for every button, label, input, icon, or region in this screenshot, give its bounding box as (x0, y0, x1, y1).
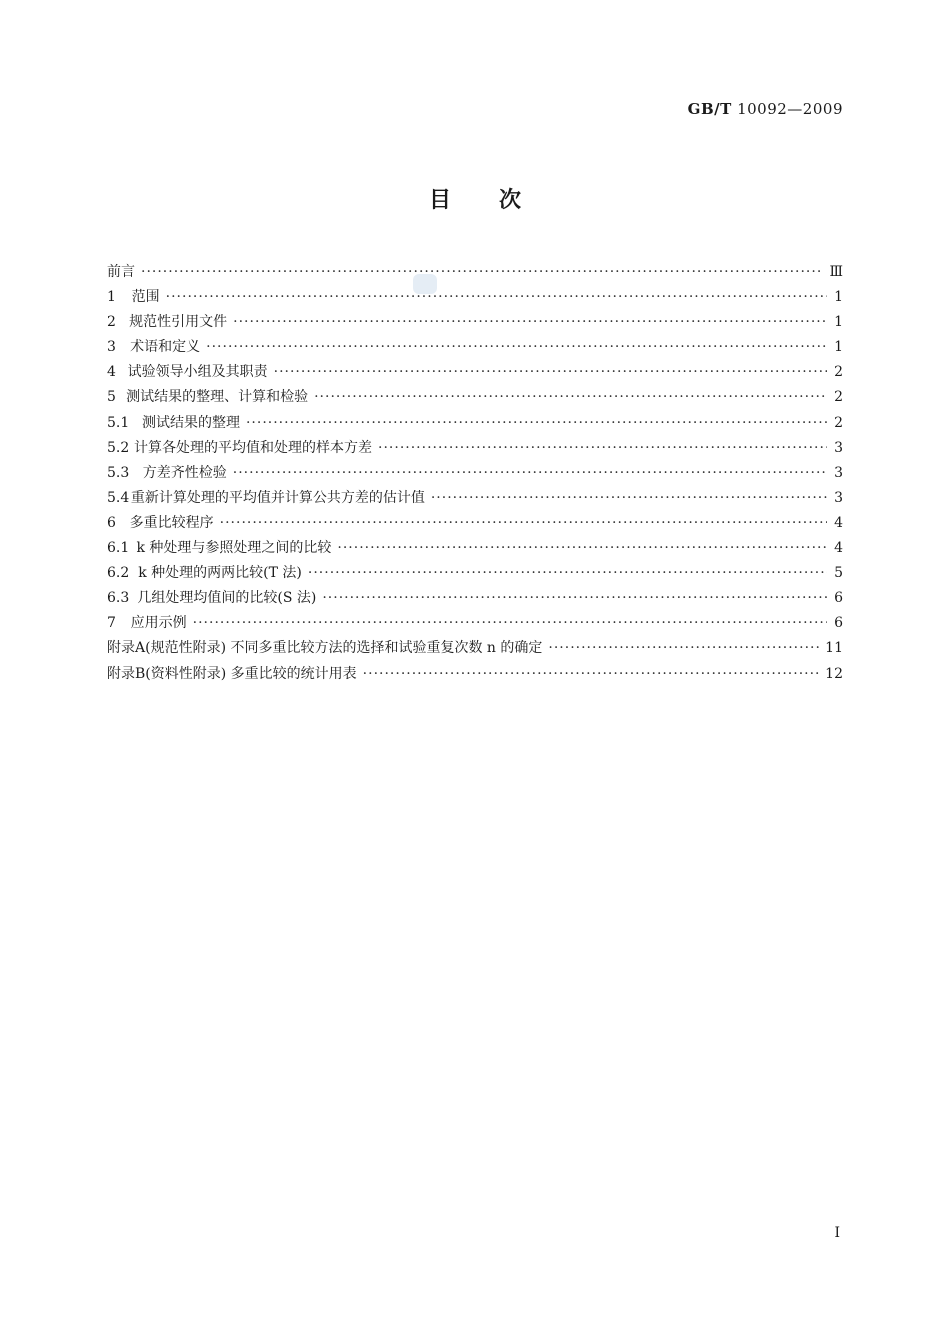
toc-leader-dots (233, 310, 827, 335)
toc-leader-dots (431, 486, 827, 511)
toc-entry-number: 5.1 (107, 414, 130, 431)
toc-entry-page: 11 (825, 640, 843, 657)
standard-code-prefix: GB/T (687, 100, 732, 118)
toc-entry-number: 5.4 (107, 489, 130, 506)
toc-entry-number: 4 (107, 364, 116, 381)
page-number: Ⅰ (834, 1225, 840, 1241)
toc-entry[interactable] (107, 436, 843, 461)
toc-leader-dots (308, 561, 827, 586)
standard-code-number: 10092—2009 (737, 100, 843, 118)
toc-entry[interactable] (107, 461, 843, 486)
toc-entry-title: 方差齐性检验 (142, 464, 227, 481)
toc-entry-title: 多重比较程序 (129, 514, 214, 531)
toc-leader-dots (233, 461, 827, 486)
toc-leader-dots (206, 335, 827, 360)
toc-leader-dots (322, 586, 827, 611)
toc-entry-title: 测试结果的整理、计算和检验 (126, 389, 309, 406)
toc-leader-dots (363, 662, 820, 687)
toc-leader-dots (337, 536, 827, 561)
toc-leader-dots (548, 636, 819, 661)
toc-entry[interactable] (107, 636, 843, 661)
toc-entry-title: 测试结果的整理 (141, 414, 240, 431)
toc-entry-page: 5 (834, 565, 843, 582)
toc-entry-title: 几组处理均值间的比较(S 法) (137, 590, 317, 607)
toc-entry-page: 3 (834, 489, 843, 506)
toc-entry-number: 6.1 (107, 540, 130, 557)
toc-entry-title: 试验领导小组及其职责 (127, 364, 268, 381)
toc-entry-title: k 种处理的两两比较(T 法) (138, 565, 302, 582)
toc-entry[interactable] (107, 511, 843, 536)
toc-entry-title: 前言 (107, 264, 135, 280)
toc-entry-title: 规范性引用文件 (129, 314, 228, 331)
toc-leader-dots (378, 436, 827, 461)
toc-entry-number: 7 (107, 615, 116, 632)
toc-entry[interactable] (107, 335, 843, 360)
table-of-contents (107, 260, 843, 687)
toc-entry[interactable] (107, 486, 843, 511)
toc-entry-page: Ⅲ (829, 264, 843, 280)
toc-entry-title: 范围 (131, 289, 160, 306)
toc-entry-number: 5 (107, 389, 116, 406)
toc-entry[interactable] (107, 662, 843, 687)
toc-entry-page: 2 (834, 389, 843, 406)
toc-entry[interactable] (107, 561, 843, 586)
toc-leader-dots (166, 285, 827, 310)
toc-entry-title: 重新计算处理的平均值并计算公共方差的估计值 (130, 489, 425, 506)
toc-entry[interactable] (107, 285, 843, 310)
toc-entry-number: 5.3 (107, 464, 130, 481)
toc-entry-page: 4 (834, 540, 843, 557)
toc-entry-title: 附录A(规范性附录) 不同多重比较方法的选择和试验重复次数 n 的确定 (107, 640, 543, 657)
toc-entry[interactable] (107, 586, 843, 611)
toc-leader-dots (314, 385, 827, 410)
toc-entry-number: 2 (107, 314, 116, 331)
toc-entry-page: 3 (834, 464, 843, 481)
toc-entry[interactable] (107, 611, 843, 636)
toc-entry-number: 6.3 (107, 590, 130, 607)
toc-entry-page: 2 (834, 414, 843, 431)
toc-entry-title: k 种处理与参照处理之间的比较 (136, 540, 332, 557)
toc-entry-page: 1 (834, 289, 843, 306)
toc-entry[interactable] (107, 536, 843, 561)
toc-entry-number: 1 (107, 289, 116, 306)
toc-leader-dots (141, 260, 823, 285)
toc-entry-page: 4 (834, 514, 843, 531)
toc-entry-title: 附录B(资料性附录) 多重比较的统计用表 (107, 665, 357, 682)
toc-entry[interactable] (107, 260, 843, 285)
toc-leader-dots (246, 411, 827, 436)
toc-entry-page: 12 (825, 665, 843, 682)
toc-entry-title: 应用示例 (130, 615, 187, 632)
standard-code (688, 100, 843, 118)
page-title: 目次 (428, 188, 569, 213)
toc-entry-page: 1 (834, 339, 843, 356)
toc-entry-page: 6 (834, 590, 843, 607)
toc-entry-number: 3 (107, 339, 116, 356)
toc-entry-page: 1 (834, 314, 843, 331)
toc-entry-page: 3 (834, 439, 843, 456)
toc-entry-number: 6.2 (107, 565, 130, 582)
toc-entry-page: 2 (834, 364, 843, 381)
toc-entry[interactable] (107, 411, 843, 436)
toc-leader-dots (193, 611, 827, 636)
toc-entry-number: 5.2 (107, 439, 130, 456)
toc-entry-title: 计算各处理的平均值和处理的样本方差 (134, 439, 373, 456)
toc-entry[interactable] (107, 310, 843, 335)
toc-entry[interactable] (107, 360, 843, 385)
toc-entry-title: 术语和定义 (130, 339, 201, 356)
toc-entry-page: 6 (834, 615, 843, 632)
toc-leader-dots (274, 360, 827, 385)
toc-leader-dots (220, 511, 827, 536)
toc-entry-number: 6 (107, 514, 116, 531)
toc-entry[interactable] (107, 385, 843, 410)
